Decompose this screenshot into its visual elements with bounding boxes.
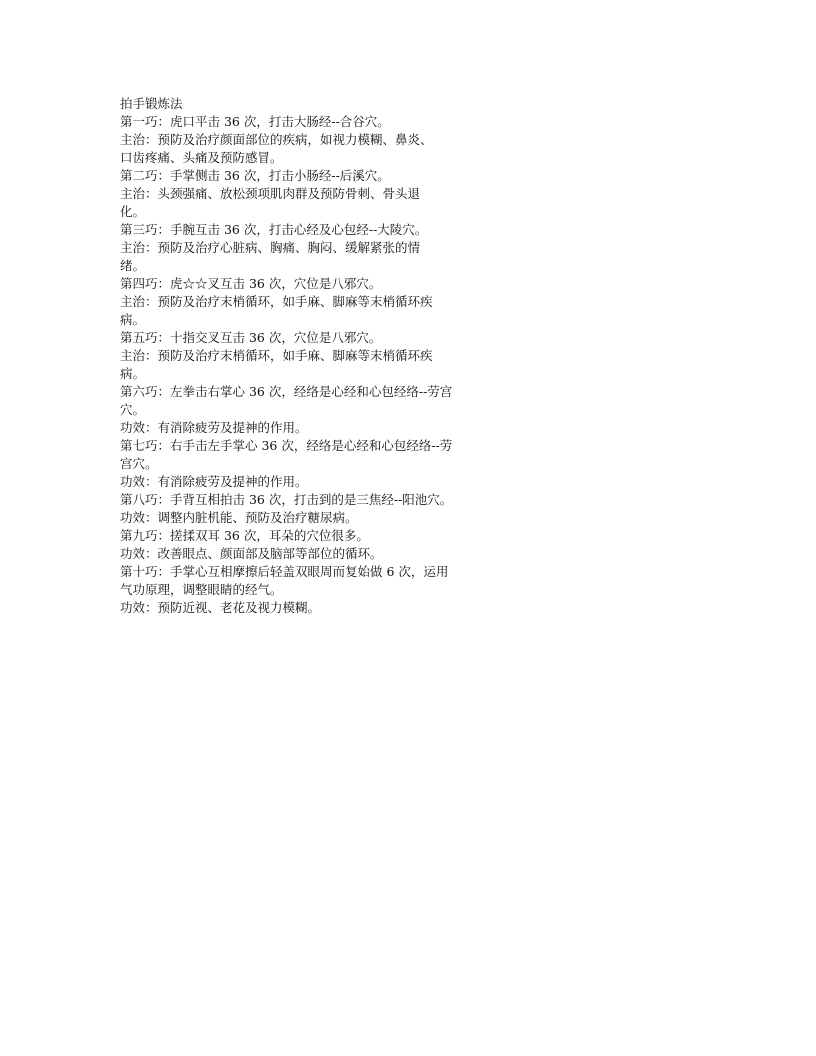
text-line: 功效：有消除疲劳及提神的作用。 (120, 420, 308, 435)
text-line: 主治：预防及治疗末梢循环，如手麻、脚麻等末梢循环疾 (120, 348, 433, 363)
text-line: 气功原理，调整眼睛的经气。 (120, 582, 283, 597)
text-line: 病。 (120, 366, 146, 381)
text-line: 主治：预防及治疗颜面部位的疾病，如视力模糊、鼻炎、 (120, 132, 433, 147)
text-line: 主治：预防及治疗末梢循环，如手麻、脚麻等末梢循环疾 (120, 294, 433, 309)
text-line: 主治：头颈强痛、放松颈项肌肉群及预防骨刺、骨头退 (120, 186, 421, 201)
text-line: 第三巧：手腕互击 36 次，打击心经及心包经--大陵穴。 (120, 222, 428, 237)
text-line: 第六巧：左拳击右掌心 36 次，经络是心经和心包经络--劳宫 (120, 384, 453, 399)
text-line: 第五巧：十指交叉互击 36 次，穴位是八邪穴。 (120, 330, 382, 345)
text-line: 绪。 (120, 258, 146, 273)
text-line: 穴。 (120, 402, 146, 417)
text-line: 功效：调整内脏机能、预防及治疗糖尿病。 (120, 510, 358, 525)
text-line: 功效：改善眼点、颜面部及脑部等部位的循环。 (120, 546, 383, 561)
text-line: 第十巧：手掌心互相摩擦后轻盖双眼周而复始做 6 次，运用 (120, 564, 449, 579)
text-line: 化。 (120, 204, 146, 219)
text-line: 主治：预防及治疗心脏病、胸痛、胸闷、缓解紧张的情 (120, 240, 421, 255)
text-line: 第九巧：搓揉双耳 36 次，耳朵的穴位很多。 (120, 528, 369, 543)
text-line: 第七巧：右手击左手掌心 36 次，经络是心经和心包经络--劳 (120, 438, 453, 453)
text-line: 第八巧：手背互相拍击 36 次，打击到的是三焦经--阳池穴。 (120, 492, 453, 507)
document-body (120, 95, 500, 617)
text-line: 病。 (120, 312, 146, 327)
document-title: 拍手锻炼法 (120, 96, 183, 111)
text-line: 功效：有消除疲劳及提神的作用。 (120, 474, 308, 489)
text-line: 功效：预防近视、老花及视力模糊。 (120, 600, 321, 615)
text-line: 宫穴。 (120, 456, 158, 471)
text-line: 第四巧：虎☆☆叉互击 36 次，穴位是八邪穴。 (120, 276, 382, 291)
text-line: 口齿疼痛、头痛及预防感冒。 (120, 150, 283, 165)
text-line: 第二巧：手掌侧击 36 次，打击小肠经--后溪穴。 (120, 168, 390, 183)
text-line: 第一巧：虎口平击 36 次，打击大肠经--合谷穴。 (120, 114, 390, 129)
